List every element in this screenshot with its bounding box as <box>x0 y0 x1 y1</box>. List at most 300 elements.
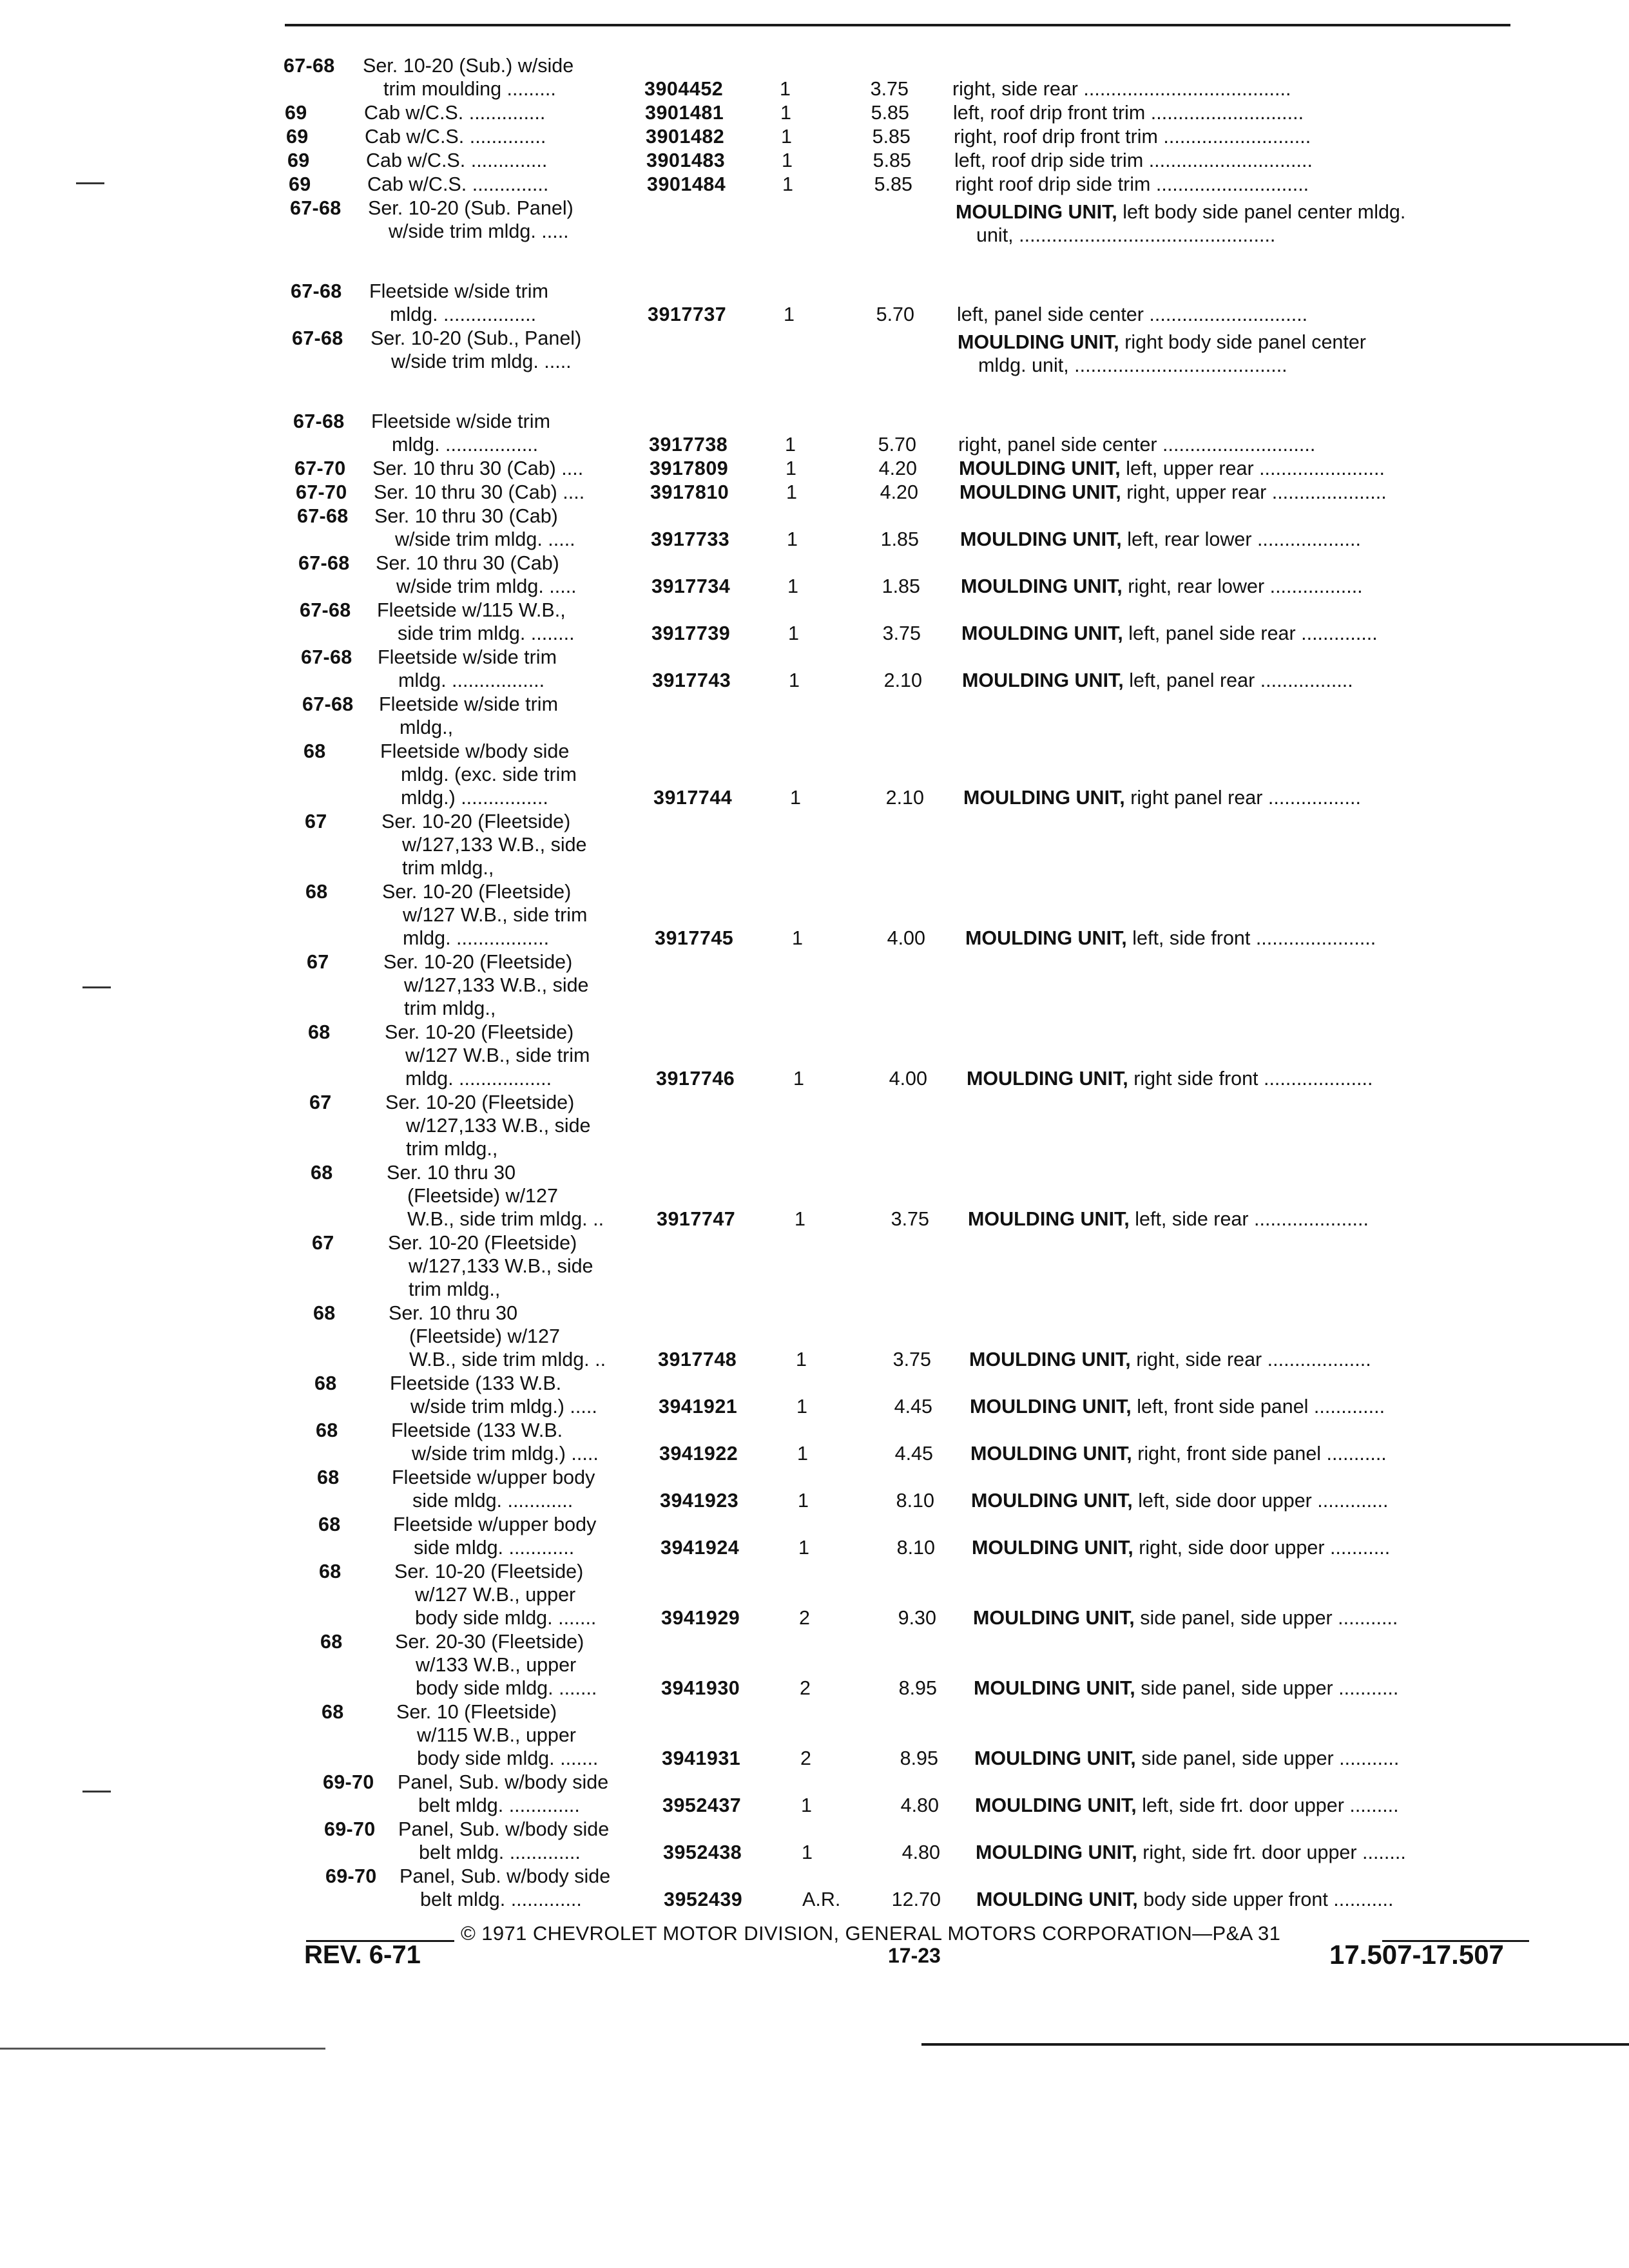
description-line: Panel, Sub. w/body side <box>398 1771 609 1793</box>
description-line: Ser. 10-20 (Fleetside) <box>382 881 572 903</box>
model-years: 67-70 <box>296 481 347 503</box>
quantity: 1 <box>787 575 798 597</box>
list-price: 4.20 <box>878 457 917 479</box>
part-name-text: left, side door upper ............. <box>1138 1490 1389 1512</box>
application-description <box>400 1865 610 1911</box>
description-line: (Fleetside) w/127 <box>409 1325 560 1347</box>
model-years: 67-68 <box>297 505 349 527</box>
list-price: 2.10 <box>883 669 922 691</box>
description-line: trim moulding ......... <box>383 78 556 100</box>
model-years: 69-70 <box>325 1865 377 1887</box>
model-years: 68 <box>304 740 326 762</box>
part-name <box>963 786 1361 809</box>
part-name-line <box>956 200 1405 224</box>
part-name <box>960 528 1361 551</box>
part-name-heading: MOULDING UNIT, <box>975 1794 1137 1816</box>
description-line: Panel, Sub. w/body side <box>398 1818 610 1840</box>
list-price: 12.70 <box>891 1888 941 1910</box>
list-price: 5.70 <box>878 434 916 456</box>
description-line: w/side trim mldg. ..... <box>389 220 569 242</box>
part-number: 3917809 <box>650 457 729 479</box>
application-description <box>377 599 575 645</box>
list-price: 5.85 <box>871 102 909 124</box>
application-description <box>368 197 574 243</box>
part-name-line <box>955 173 1309 196</box>
part-name <box>967 1067 1373 1090</box>
list-price: 5.85 <box>872 149 911 171</box>
part-name-line <box>968 1207 1369 1231</box>
application-description <box>389 1302 606 1371</box>
part-name <box>965 927 1376 950</box>
part-name <box>972 1536 1390 1559</box>
part-name-heading: MOULDING UNIT, <box>972 1537 1133 1559</box>
description-line: mldg. ................. <box>390 303 537 325</box>
part-name <box>955 173 1309 196</box>
part-name-text: left, panel rear ................. <box>1129 669 1353 691</box>
list-price: 8.95 <box>898 1677 937 1699</box>
description-line: Cab w/C.S. .............. <box>366 149 548 171</box>
list-price: 8.10 <box>896 1537 935 1559</box>
part-name-line <box>975 1794 1399 1817</box>
model-years: 67 <box>305 811 327 832</box>
part-name-heading: MOULDING UNIT, <box>973 1607 1135 1629</box>
description-line: w/127 W.B., upper <box>415 1584 576 1606</box>
part-name-line <box>961 575 1363 598</box>
model-years: 68 <box>305 881 328 903</box>
part-name-text: right, side door upper ........... <box>1139 1537 1391 1559</box>
quantity: 1 <box>789 669 800 691</box>
part-name <box>959 457 1385 480</box>
quantity: 1 <box>788 622 799 644</box>
model-years: 69 <box>285 102 307 124</box>
quantity: 1 <box>786 457 796 479</box>
model-years: 67-68 <box>298 552 350 574</box>
list-price: 4.00 <box>887 927 925 949</box>
part-number: 3917748 <box>658 1349 737 1370</box>
description-line: Ser. 10 thru 30 (Cab) .... <box>374 481 585 503</box>
application-description <box>387 1161 604 1231</box>
quantity: 2 <box>800 1747 811 1769</box>
part-name-line <box>969 1348 1371 1371</box>
part-name-line <box>959 457 1385 480</box>
application-description <box>392 1466 595 1512</box>
part-name-line <box>952 77 1291 101</box>
description-line: trim mldg., <box>406 1138 498 1160</box>
part-name <box>974 1747 1399 1770</box>
quantity: 1 <box>793 1068 804 1090</box>
description-line: Ser. 10-20 (Sub., Panel) <box>371 327 582 349</box>
model-years: 68 <box>317 1466 340 1488</box>
part-number: 3941929 <box>661 1607 740 1629</box>
part-name-text: left, side front ...................... <box>1132 927 1376 949</box>
model-years: 67 <box>312 1232 334 1254</box>
part-name-heading: MOULDING UNIT, <box>962 669 1124 691</box>
application-description <box>376 552 577 598</box>
description-line: w/side trim mldg.) ..... <box>412 1443 599 1465</box>
part-name <box>952 77 1291 101</box>
part-number: 3952438 <box>663 1841 742 1863</box>
quantity: A.R. <box>802 1888 841 1910</box>
part-number: 3901483 <box>646 149 726 171</box>
part-name <box>970 1442 1387 1465</box>
part-name-text: right, panel side center ............................ <box>958 434 1316 456</box>
part-name-text: right body side panel center <box>1124 331 1366 353</box>
model-years: 68 <box>320 1631 343 1653</box>
part-name-heading: MOULDING UNIT, <box>970 1396 1132 1418</box>
description-line: mldg. ................. <box>405 1068 552 1090</box>
description-line: Fleetside w/body side <box>380 740 570 762</box>
quantity: 1 <box>781 126 792 148</box>
description-line: Fleetside (133 W.B. <box>390 1372 562 1394</box>
description-line: mldg. ................. <box>392 434 539 456</box>
application-description <box>382 880 587 950</box>
description-line: w/side trim mldg. ..... <box>395 528 575 550</box>
description-line: w/side trim mldg.) ..... <box>410 1396 597 1418</box>
description-line: w/127 W.B., side trim <box>403 904 588 926</box>
part-number: 3901484 <box>647 173 726 195</box>
description-line: Fleetside w/upper body <box>392 1466 595 1488</box>
part-name-line <box>974 1747 1399 1770</box>
part-name-line <box>976 1841 1406 1864</box>
description-line: Fleetside w/upper body <box>393 1514 597 1535</box>
part-number: 3917810 <box>650 481 729 503</box>
part-number: 3941930 <box>661 1677 740 1699</box>
part-name-heading: MOULDING UNIT, <box>974 1677 1135 1699</box>
description-line: belt mldg. ............. <box>418 1794 580 1816</box>
model-years: 68 <box>314 1372 337 1394</box>
description-line: mldg. ................. <box>403 927 550 949</box>
model-years: 67-68 <box>293 410 345 432</box>
part-name-text: mldg. unit, ....................................... <box>978 354 1287 376</box>
description-line: Ser. 10 thru 30 <box>389 1302 518 1324</box>
part-name-heading: MOULDING UNIT, <box>963 787 1125 809</box>
quantity: 2 <box>799 1607 810 1629</box>
quantity: 1 <box>782 173 793 195</box>
model-years: 69 <box>289 173 311 195</box>
part-name-text: left, side frt. door upper ......... <box>1142 1794 1399 1816</box>
list-price: 8.95 <box>900 1747 938 1769</box>
part-name-heading: MOULDING UNIT, <box>961 622 1123 644</box>
application-description <box>364 101 545 124</box>
part-name-text: right panel rear ................. <box>1130 787 1361 809</box>
part-number: 3952437 <box>662 1794 742 1816</box>
list-price: 3.75 <box>870 78 909 100</box>
part-name-heading: MOULDING UNIT, <box>971 1490 1133 1512</box>
part-number: 3941924 <box>660 1537 740 1559</box>
part-name-heading: MOULDING UNIT, <box>976 1841 1137 1863</box>
description-line: mldg. ................. <box>398 669 545 691</box>
description-line: Ser. 10 thru 30 <box>387 1162 516 1184</box>
revision-label: REV. 6-71 <box>304 1941 421 1969</box>
application-description <box>365 125 546 148</box>
part-name <box>957 303 1307 326</box>
quantity: 1 <box>795 1208 805 1230</box>
part-name-line <box>974 1677 1398 1700</box>
part-name <box>956 200 1405 247</box>
list-price: 1.85 <box>882 575 920 597</box>
part-name-line <box>973 1606 1398 1629</box>
application-description <box>394 1560 596 1629</box>
model-years: 69 <box>286 126 309 148</box>
description-line: mldg., <box>400 716 454 738</box>
list-price: 1.85 <box>880 528 919 550</box>
model-years: 68 <box>318 1514 341 1535</box>
part-name-line <box>970 1442 1387 1465</box>
description-line: mldg.) ................ <box>401 787 548 809</box>
bottom-rule-right <box>921 2043 1629 2046</box>
part-name <box>973 1606 1398 1629</box>
part-name-line <box>970 1395 1385 1418</box>
part-name-line <box>954 149 1313 172</box>
quantity: 1 <box>780 78 791 100</box>
margin-tick-mark <box>82 1791 111 1792</box>
description-line: belt mldg. ............. <box>420 1888 582 1910</box>
description-line: Fleetside (133 W.B. <box>391 1419 563 1441</box>
model-years: 67-68 <box>291 280 342 302</box>
part-name-line <box>963 786 1361 809</box>
application-description <box>374 481 584 504</box>
description-line: Ser. 10-20 (Sub.) w/side <box>363 55 574 77</box>
description-line: w/127 W.B., side trim <box>405 1044 590 1066</box>
description-line: w/127,133 W.B., side <box>404 974 589 996</box>
model-years: 67-68 <box>300 599 351 621</box>
part-name-line <box>954 125 1311 148</box>
part-number: 3952439 <box>664 1888 743 1910</box>
quantity: 1 <box>798 1490 809 1512</box>
margin-tick-mark <box>82 986 111 988</box>
description-line: side mldg. ............ <box>414 1537 575 1559</box>
model-years: 68 <box>319 1561 342 1582</box>
quantity: 1 <box>785 434 796 456</box>
part-name-text: left, panel side rear .............. <box>1128 622 1378 644</box>
application-description <box>390 1372 597 1418</box>
description-line: Cab w/C.S. .............. <box>364 102 546 124</box>
description-line: Ser. 10-20 (Sub. Panel) <box>368 197 574 219</box>
quantity: 1 <box>801 1794 812 1816</box>
application-description <box>393 1513 596 1559</box>
list-price: 5.70 <box>876 303 914 325</box>
part-name-line <box>961 622 1378 645</box>
part-name <box>970 1395 1385 1418</box>
quantity: 1 <box>784 303 795 325</box>
list-price: 5.85 <box>872 126 911 148</box>
part-name-text: right, side rear ................... <box>1136 1349 1371 1370</box>
model-years: 69 <box>287 149 310 171</box>
part-name-text: right, rear lower ................. <box>1128 575 1363 597</box>
list-price: 4.00 <box>889 1068 927 1090</box>
part-name-text: unit, ............................................... <box>976 224 1276 246</box>
application-description <box>372 457 583 480</box>
quantity: 1 <box>796 1349 807 1370</box>
part-name <box>969 1348 1371 1371</box>
part-name-line <box>962 669 1353 692</box>
part-name-line <box>971 1489 1388 1512</box>
quantity: 1 <box>792 927 803 949</box>
part-number: 3941923 <box>660 1490 739 1512</box>
model-years: 69-70 <box>324 1818 376 1840</box>
description-line: Ser. 10-20 (Fleetside) <box>388 1232 577 1254</box>
description-line: Fleetside w/side trim <box>369 280 548 302</box>
description-line: Fleetside w/side trim <box>371 410 550 432</box>
part-name-heading: MOULDING UNIT, <box>958 331 1119 353</box>
application-description <box>398 1771 608 1817</box>
quantity: 1 <box>787 528 798 550</box>
description-line: Ser. 10 thru 30 (Cab) <box>376 552 559 574</box>
description-line: trim mldg., <box>402 857 494 879</box>
part-name-line <box>953 101 1304 124</box>
part-name-heading: MOULDING UNIT, <box>959 457 1121 479</box>
part-name-heading: MOULDING UNIT, <box>974 1747 1136 1769</box>
part-name-text: right, roof drip front trim ........................... <box>954 126 1311 148</box>
part-name-line <box>956 224 1405 247</box>
description-line: Ser. 10 thru 30 (Cab) .... <box>372 457 584 479</box>
part-name <box>974 1677 1398 1700</box>
section-number: 17.507-17.507 <box>1329 1939 1504 1970</box>
part-name-text: left, front side panel ............. <box>1137 1396 1385 1418</box>
top-rule <box>285 24 1510 26</box>
part-name <box>976 1841 1406 1864</box>
part-name-line <box>960 528 1361 551</box>
application-description <box>378 646 557 692</box>
description-line: Ser. 10-20 (Fleetside) <box>385 1091 575 1113</box>
part-name-text: side panel, side upper ........... <box>1141 1747 1400 1769</box>
description-line: Fleetside w/side trim <box>378 646 557 668</box>
part-number: 3901481 <box>645 102 724 124</box>
part-name-line <box>958 433 1315 456</box>
part-name-line <box>965 927 1376 950</box>
description-line: W.B., side trim mldg. .. <box>409 1349 606 1370</box>
model-years: 68 <box>316 1419 338 1441</box>
application-description <box>371 327 581 373</box>
application-description <box>379 693 558 739</box>
description-line: Cab w/C.S. .............. <box>365 126 546 148</box>
part-number: 3941921 <box>659 1396 738 1418</box>
part-name <box>958 331 1366 377</box>
list-price: 8.10 <box>896 1490 934 1512</box>
description-line: Ser. 20-30 (Fleetside) <box>395 1631 584 1653</box>
list-price: 4.80 <box>901 1841 940 1863</box>
application-description <box>363 54 574 101</box>
description-line: body side mldg. ....... <box>416 1677 597 1699</box>
list-price: 4.80 <box>900 1794 939 1816</box>
part-number: 3941922 <box>659 1443 738 1465</box>
quantity: 1 <box>797 1443 808 1465</box>
application-description <box>367 173 548 196</box>
description-line: w/side trim mldg. ..... <box>396 575 577 597</box>
page-number: 17-23 <box>888 1944 941 1967</box>
description-line: w/127,133 W.B., side <box>409 1255 593 1277</box>
part-name-line <box>976 1888 1394 1911</box>
part-name-text: side panel, side upper ........... <box>1140 1607 1398 1629</box>
part-name-text: left, upper rear ....................... <box>1126 457 1385 479</box>
application-description <box>396 1700 598 1770</box>
part-name-text: left, rear lower ................... <box>1127 528 1361 550</box>
part-number: 3917733 <box>651 528 730 550</box>
part-number: 3917746 <box>656 1068 735 1090</box>
part-name-text: right, side frt. door upper ........ <box>1142 1841 1406 1863</box>
list-price: 4.45 <box>894 1396 932 1418</box>
application-description <box>398 1818 609 1864</box>
part-name-heading: MOULDING UNIT, <box>965 927 1127 949</box>
description-line: Ser. 10-20 (Fleetside) <box>385 1021 574 1043</box>
quantity: 1 <box>790 787 801 809</box>
part-name-text: right side front .................... <box>1133 1068 1373 1090</box>
part-name-text: left, side rear ..................... <box>1135 1208 1369 1230</box>
description-line: Ser. 10-20 (Fleetside) <box>381 811 571 832</box>
application-description <box>388 1231 593 1301</box>
list-price: 4.45 <box>894 1443 933 1465</box>
part-name-text: left body side panel center mldg. <box>1123 201 1406 223</box>
part-name <box>953 101 1304 124</box>
part-number: 3917738 <box>649 434 728 456</box>
part-name-heading: MOULDING UNIT, <box>961 575 1123 597</box>
description-line: trim mldg., <box>409 1278 501 1300</box>
description-line: w/127,133 W.B., side <box>406 1115 591 1137</box>
list-price: 3.75 <box>892 1349 931 1370</box>
list-price: 2.10 <box>885 787 924 809</box>
part-name-heading: MOULDING UNIT, <box>967 1068 1128 1090</box>
description-line: w/115 W.B., upper <box>417 1724 576 1746</box>
description-line: side trim mldg. ........ <box>398 622 575 644</box>
part-name <box>961 575 1363 598</box>
part-number: 3917739 <box>651 622 731 644</box>
part-name <box>954 149 1313 172</box>
model-years: 68 <box>308 1021 331 1043</box>
description-line: W.B., side trim mldg. .. <box>407 1208 604 1230</box>
part-name-heading: MOULDING UNIT, <box>970 1443 1132 1465</box>
part-name-text: side panel, side upper ........... <box>1141 1677 1399 1699</box>
description-line: belt mldg. ............. <box>419 1841 581 1863</box>
model-years: 67 <box>309 1091 332 1113</box>
application-description <box>374 505 575 551</box>
description-line: Panel, Sub. w/body side <box>400 1865 611 1887</box>
part-name-line <box>959 481 1387 504</box>
application-description <box>369 280 548 326</box>
application-description <box>380 740 577 809</box>
part-name <box>975 1794 1399 1817</box>
application-description <box>371 410 550 456</box>
part-name-text: right, side rear ...................................... <box>952 78 1291 100</box>
part-number: 3901482 <box>646 126 725 148</box>
list-price: 4.20 <box>880 481 918 503</box>
model-years: 67-68 <box>290 197 342 219</box>
description-line: Cab w/C.S. .............. <box>367 173 549 195</box>
application-description <box>381 810 587 879</box>
application-description <box>383 950 589 1020</box>
application-description <box>385 1021 590 1090</box>
model-years: 67-68 <box>301 646 352 668</box>
part-number: 3917737 <box>648 303 727 325</box>
part-name <box>976 1888 1394 1911</box>
description-line: (Fleetside) w/127 <box>407 1185 558 1207</box>
part-name <box>961 622 1378 645</box>
description-line: body side mldg. ....... <box>415 1607 597 1629</box>
description-line: Ser. 10-20 (Fleetside) <box>383 951 573 973</box>
model-years: 68 <box>322 1701 344 1723</box>
part-name-text: right, upper rear ..................... <box>1126 481 1387 503</box>
description-line: Ser. 10 thru 30 (Cab) <box>374 505 558 527</box>
part-name-line <box>957 303 1307 326</box>
description-line: Fleetside w/side trim <box>379 693 558 715</box>
model-years: 67-70 <box>294 457 346 479</box>
part-name-text: right, front side panel ........... <box>1137 1443 1387 1465</box>
description-line: Ser. 10-20 (Fleetside) <box>394 1561 584 1582</box>
list-price: 5.85 <box>874 173 912 195</box>
description-line: w/133 W.B., upper <box>416 1654 577 1676</box>
quantity: 1 <box>798 1537 809 1559</box>
part-name-line <box>958 354 1366 377</box>
list-price: 3.75 <box>891 1208 929 1230</box>
